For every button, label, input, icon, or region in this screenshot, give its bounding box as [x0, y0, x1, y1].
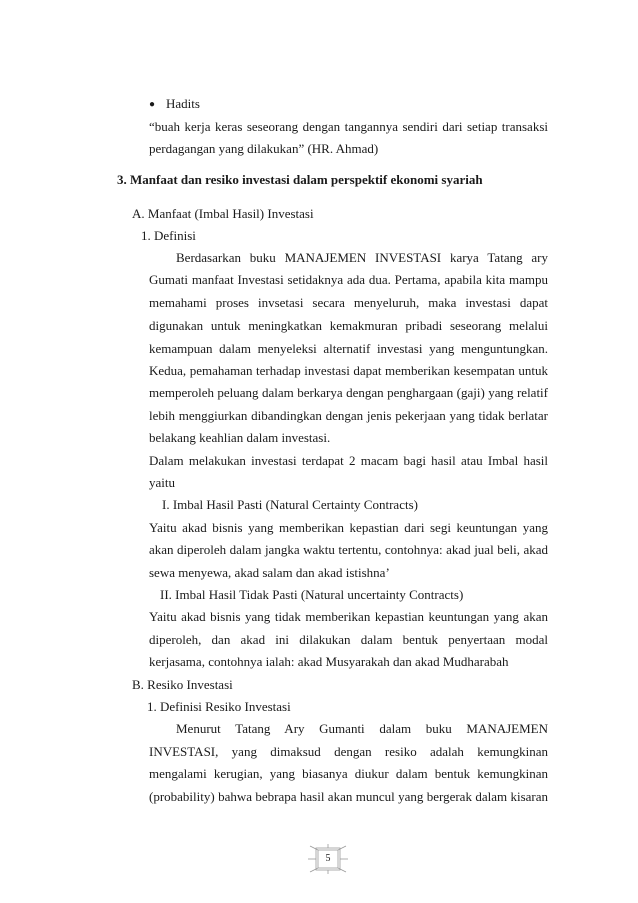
subsection-heading-b: B. Resiko Investasi — [132, 677, 233, 692]
paragraph-line: Kedua, pemahaman terhadap investasi dapat memberikan kesempatan untuk — [149, 363, 548, 378]
paragraph-line: memperoleh peluang dalam berkarya dengan penghargaan (gaji) yang relatif — [149, 385, 548, 400]
paragraph-line: sewa menyewa, akad salam dan akad istishna’ — [149, 565, 390, 580]
hadits-quote-line-2: perdagangan yang dilakukan” (HR. Ahmad) — [149, 141, 379, 156]
paragraph-line: Yaitu akad bisnis yang memberikan kepastian dari segi keuntungan yang — [149, 520, 548, 535]
paragraph-line: Berdasarkan buku MANAJEMEN INVESTASI karya Tatang ary — [176, 250, 548, 265]
paragraph-line: diperoleh, dan akad ini dilakukan dalam bentuk penyertaan modal — [149, 632, 548, 647]
numbered-item-definisi-resiko: 1. Definisi Resiko Investasi — [147, 699, 291, 714]
paragraph-line: Menurut Tatang Ary Gumanti dalam buku MANAJEMEN — [176, 721, 548, 736]
roman-item-2: II. Imbal Hasil Tidak Pasti (Natural uncertainty Contracts) — [160, 587, 464, 602]
paragraph-line: akan diperoleh dalam jangka waktu tertentu, contohnya: akad jual beli, akad — [149, 542, 548, 557]
section-heading: 3. Manfaat dan resiko investasi dalam perspektif ekonomi syariah — [117, 172, 483, 187]
hadits-quote-line-1: “buah kerja keras seseorang dengan tangannya sendiri dari setiap transaksi — [149, 119, 548, 134]
paragraph-line: INVESTASI, yang dimaksud dengan resiko adalah kemungkinan — [149, 744, 548, 759]
paragraph-line: yaitu — [149, 475, 175, 490]
paragraph-line: digunakan untuk meningkatkan kemakmuran pribadi seseorang melalui — [149, 318, 548, 333]
paragraph-line: mengalami kerugian, yang biasanya diukur dalam bentuk kemungkinan — [149, 766, 548, 781]
paragraph-line: Gumati manfaat Investasi setidaknya ada dua. Pertama, apabila kita mampu — [149, 272, 548, 287]
paragraph-line: kerjasama, contohnya ialah: akad Musyarakah dan akad Mudharabah — [149, 654, 509, 669]
page-number-badge — [306, 844, 350, 874]
paragraph-line: lebih menggiurkan dibandingkan dengan jenis pekerjaan yang tidak berlatar — [149, 408, 548, 423]
paragraph-line: memahami proses invsetasi secara menyeluruh, maka investasi dapat — [149, 295, 548, 310]
paragraph-line: belakang keahlian dalam investasi. — [149, 430, 331, 445]
paragraph-line: (probability) bahwa bebrapa hasil akan muncul yang bergerak dalam kisaran — [149, 789, 548, 804]
subsection-heading-a: A. Manfaat (Imbal Hasil) Investasi — [132, 206, 314, 221]
numbered-item-definisi: 1. Definisi — [141, 228, 196, 243]
roman-item-1: I. Imbal Hasil Pasti (Natural Certainty Contracts) — [162, 497, 418, 512]
bullet-icon: ● — [149, 99, 156, 110]
bullet-label: Hadits — [166, 96, 200, 111]
paragraph-line: kemampuan dalam menyeleksi alternatif investasi yang menguntungkan. — [149, 341, 548, 356]
paragraph-line: Yaitu akad bisnis yang tidak memberikan kepastian keuntungan yang akan — [149, 609, 548, 624]
page-number: 5 — [325, 853, 331, 864]
paragraph-line: Dalam melakukan investasi terdapat 2 macam bagi hasil atau Imbal hasil — [149, 453, 548, 468]
